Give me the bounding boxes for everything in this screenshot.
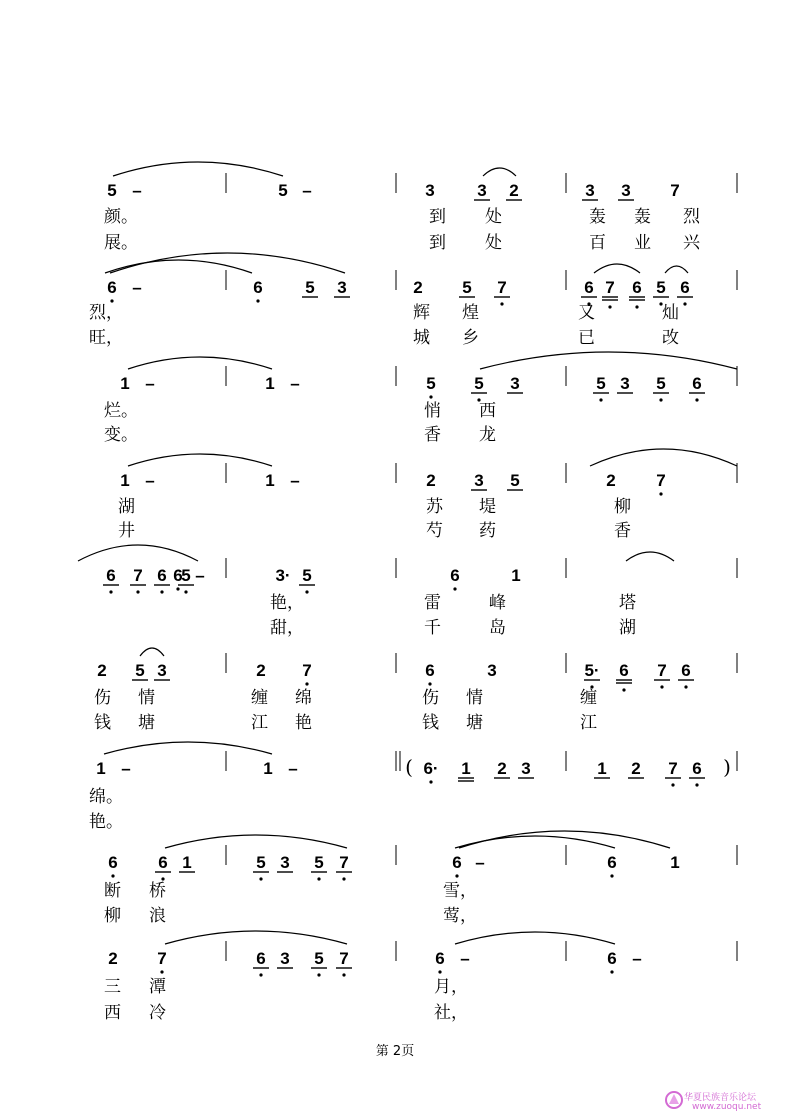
note: 6 bbox=[692, 374, 702, 393]
note: 6 bbox=[157, 566, 167, 585]
note: 7 bbox=[339, 853, 349, 872]
lyric-syllable: 月， bbox=[434, 977, 468, 997]
lyric-syllable: 改 bbox=[662, 328, 679, 348]
octave-dot bbox=[671, 783, 674, 786]
note: 6 bbox=[680, 278, 690, 297]
dash-mark: – bbox=[145, 471, 155, 490]
octave-dot bbox=[259, 973, 262, 976]
octave-dot bbox=[608, 305, 611, 308]
note: 5 bbox=[302, 566, 312, 585]
lyric-syllable: 情 bbox=[466, 688, 483, 708]
dash-mark: – bbox=[475, 853, 485, 872]
note: 5 bbox=[656, 278, 666, 297]
lyric-syllable: 莺， bbox=[443, 906, 477, 926]
note: 7 bbox=[670, 181, 680, 200]
lyric-syllable: 轰 bbox=[634, 207, 651, 227]
octave-dot bbox=[695, 398, 698, 401]
lyric-syllable: 烈， bbox=[89, 303, 123, 323]
note: 5 bbox=[462, 278, 472, 297]
octave-dot bbox=[111, 874, 114, 877]
lyric-syllable: 井 bbox=[118, 521, 135, 541]
lyric-syllable: 情 bbox=[138, 688, 155, 708]
note: 5 bbox=[314, 949, 324, 968]
lyric-syllable: 柳 bbox=[104, 906, 121, 926]
slur bbox=[165, 931, 347, 944]
note: 2 bbox=[413, 278, 423, 297]
octave-dot bbox=[184, 590, 187, 593]
slur bbox=[626, 552, 674, 561]
note: 7 bbox=[497, 278, 507, 297]
note: 1 bbox=[511, 566, 521, 585]
octave-dot bbox=[659, 398, 662, 401]
note: 3 bbox=[521, 759, 531, 778]
note: 3 bbox=[157, 661, 167, 680]
lyric-syllable: 城 bbox=[413, 328, 430, 348]
note: 3 bbox=[620, 374, 630, 393]
lyric-syllable: 芍 bbox=[426, 521, 443, 541]
slur bbox=[594, 264, 640, 273]
note: 5 bbox=[181, 566, 191, 585]
watermark-text: 华夏民族音乐论坛 bbox=[684, 1093, 757, 1103]
note: 3 bbox=[280, 949, 290, 968]
note: 2 bbox=[509, 181, 519, 200]
note: 3 bbox=[510, 374, 520, 393]
octave-dot bbox=[610, 874, 613, 877]
note: 6 bbox=[435, 949, 445, 968]
note: 7 bbox=[668, 759, 678, 778]
slur bbox=[665, 266, 688, 273]
note: 6 bbox=[108, 853, 118, 872]
lyric-syllable: 百 bbox=[589, 233, 606, 253]
octave-dot bbox=[305, 682, 308, 685]
lyric-syllable: 乡 bbox=[462, 328, 479, 348]
slur bbox=[128, 357, 272, 369]
note: 3 bbox=[474, 471, 484, 490]
lyric-syllable: 已 bbox=[578, 328, 595, 348]
note: 2 bbox=[108, 949, 118, 968]
lyric-syllable: 烂。 bbox=[104, 401, 138, 421]
lyric-syllable: 柳 bbox=[614, 497, 631, 517]
note: 3 bbox=[280, 853, 290, 872]
note: 5 bbox=[278, 181, 288, 200]
note: 7 bbox=[339, 949, 349, 968]
lyric-syllable: 湖 bbox=[118, 497, 135, 517]
lyric-syllable: 雪， bbox=[443, 881, 477, 901]
watermark bbox=[662, 1088, 782, 1114]
lyric-syllable: 冷 bbox=[149, 1003, 166, 1023]
bracket-mark: ) bbox=[723, 755, 731, 779]
dash-mark: – bbox=[290, 471, 300, 490]
dash-mark: – bbox=[290, 374, 300, 393]
lyric-syllable: 桥 bbox=[149, 881, 166, 901]
note: 2 bbox=[256, 661, 266, 680]
lyric-syllable: 兴 bbox=[683, 233, 700, 253]
lyric-syllable: 缠 bbox=[580, 688, 597, 708]
note: 2 bbox=[497, 759, 507, 778]
note: 6 bbox=[452, 853, 462, 872]
slur bbox=[78, 545, 198, 561]
slur bbox=[483, 168, 516, 176]
lyric-syllable: 煌 bbox=[462, 303, 479, 323]
note: 6 bbox=[173, 566, 183, 585]
lyric-syllable: 到 bbox=[429, 207, 446, 227]
lyric-syllable: 塘 bbox=[138, 713, 155, 733]
lyric-syllable: 岛 bbox=[489, 618, 506, 638]
octave-dot bbox=[429, 395, 432, 398]
note: 6 bbox=[607, 853, 617, 872]
note: 6· bbox=[423, 759, 439, 778]
note: 7 bbox=[302, 661, 312, 680]
watermark-url: www.zuoqu.net bbox=[692, 1102, 762, 1112]
lyric-syllable: 灿 bbox=[662, 303, 679, 323]
note: 6 bbox=[106, 566, 116, 585]
lyric-syllable: 三 bbox=[104, 977, 121, 997]
lyric-syllable: 塘 bbox=[466, 713, 483, 733]
lyric-syllable: 龙 bbox=[479, 425, 496, 445]
octave-dot bbox=[438, 970, 441, 973]
octave-dot bbox=[599, 398, 602, 401]
slur bbox=[480, 352, 737, 369]
octave-dot bbox=[635, 305, 638, 308]
dash-mark: – bbox=[132, 181, 142, 200]
octave-dot bbox=[695, 783, 698, 786]
note: 5 bbox=[135, 661, 145, 680]
octave-dot bbox=[317, 973, 320, 976]
note: 1 bbox=[265, 471, 275, 490]
lyric-syllable: 艳 bbox=[295, 713, 312, 733]
dash-mark: – bbox=[460, 949, 470, 968]
note: 5 bbox=[596, 374, 606, 393]
note: 5· bbox=[584, 661, 600, 680]
lyric-syllable: 断 bbox=[104, 881, 121, 901]
lyric-syllable: 香 bbox=[424, 425, 441, 445]
lyric-syllable: 伤 bbox=[94, 688, 111, 708]
note: 5 bbox=[256, 853, 266, 872]
note: 5 bbox=[107, 181, 117, 200]
octave-dot bbox=[176, 587, 179, 590]
lyric-syllable: 变。 bbox=[104, 425, 138, 445]
octave-dot bbox=[683, 302, 686, 305]
lyric-syllable: 江 bbox=[251, 713, 268, 733]
bracket-mark: ( bbox=[405, 755, 413, 779]
octave-dot bbox=[622, 688, 625, 691]
note: 5 bbox=[656, 374, 666, 393]
slur bbox=[128, 454, 272, 466]
lyric-syllable: 西 bbox=[479, 401, 496, 421]
octave-dot bbox=[659, 492, 662, 495]
lyric-syllable: 潭 bbox=[149, 977, 166, 997]
slur bbox=[105, 260, 252, 273]
note: 6 bbox=[619, 661, 629, 680]
lyric-syllable: 香 bbox=[614, 521, 631, 541]
note: 3 bbox=[337, 278, 347, 297]
note: 2 bbox=[97, 661, 107, 680]
note: 3 bbox=[621, 181, 631, 200]
note: 2 bbox=[606, 471, 616, 490]
lyric-syllable: 西 bbox=[104, 1003, 121, 1023]
note: 6 bbox=[256, 949, 266, 968]
note: 7 bbox=[605, 278, 615, 297]
note: 6 bbox=[158, 853, 168, 872]
lyric-syllable: 甜， bbox=[270, 618, 304, 638]
octave-dot bbox=[342, 877, 345, 880]
lyric-syllable: 湖 bbox=[619, 618, 636, 638]
lyric-syllable: 烈 bbox=[683, 207, 700, 227]
slur bbox=[455, 836, 615, 848]
octave-dot bbox=[160, 970, 163, 973]
note: 5 bbox=[510, 471, 520, 490]
octave-dot bbox=[259, 877, 262, 880]
slur bbox=[113, 162, 283, 176]
lyric-syllable: 旺， bbox=[89, 328, 123, 348]
octave-dot bbox=[136, 590, 139, 593]
lyric-syllable: 社， bbox=[434, 1003, 468, 1023]
note: 7 bbox=[656, 471, 666, 490]
note: 3· bbox=[275, 566, 291, 585]
octave-dot bbox=[684, 685, 687, 688]
lyric-syllable: 到 bbox=[429, 233, 446, 253]
lyric-syllable: 峰 bbox=[489, 593, 506, 613]
lyric-syllable: 缠 bbox=[251, 688, 268, 708]
dash-mark: – bbox=[145, 374, 155, 393]
octave-dot bbox=[500, 302, 503, 305]
note: 7 bbox=[133, 566, 143, 585]
slur bbox=[104, 742, 272, 754]
note: 1 bbox=[120, 374, 130, 393]
note: 1 bbox=[263, 759, 273, 778]
lyric-syllable: 堤 bbox=[479, 497, 496, 517]
lyric-syllable: 绵。 bbox=[89, 787, 123, 807]
slur bbox=[140, 648, 164, 656]
note: 1 bbox=[265, 374, 275, 393]
lyric-syllable: 业 bbox=[634, 233, 651, 253]
slur bbox=[455, 932, 615, 944]
note: 3 bbox=[477, 181, 487, 200]
page-number: 第 2页 bbox=[375, 1044, 415, 1059]
dash-mark: – bbox=[195, 566, 205, 585]
octave-dot bbox=[455, 874, 458, 877]
dash-mark: – bbox=[132, 278, 142, 297]
lyric-syllable: 艳。 bbox=[89, 812, 123, 832]
note: 1 bbox=[461, 759, 471, 778]
slur bbox=[590, 449, 737, 466]
note: 3 bbox=[425, 181, 435, 200]
lyric-syllable: 雷 bbox=[424, 593, 441, 613]
note: 7 bbox=[657, 661, 667, 680]
note: 6 bbox=[425, 661, 435, 680]
octave-dot bbox=[256, 299, 259, 302]
octave-dot bbox=[429, 780, 432, 783]
note: 5 bbox=[474, 374, 484, 393]
note: 1 bbox=[670, 853, 680, 872]
octave-dot bbox=[660, 685, 663, 688]
note: 5 bbox=[426, 374, 436, 393]
lyric-syllable: 处 bbox=[485, 207, 502, 227]
logo-icon bbox=[664, 1090, 684, 1110]
note: 5 bbox=[314, 853, 324, 872]
lyric-syllable: 千 bbox=[424, 618, 441, 638]
octave-dot bbox=[342, 973, 345, 976]
lyric-syllable: 辉 bbox=[413, 303, 430, 323]
lyric-syllable: 处 bbox=[485, 233, 502, 253]
lyric-syllable: 展。 bbox=[104, 233, 138, 253]
lyric-syllable: 绵 bbox=[295, 688, 312, 708]
note: 6 bbox=[253, 278, 263, 297]
note: 6 bbox=[692, 759, 702, 778]
dash-mark: – bbox=[121, 759, 131, 778]
lyric-syllable: 塔 bbox=[619, 593, 636, 613]
octave-dot bbox=[428, 682, 431, 685]
note: 5 bbox=[305, 278, 315, 297]
note: 3 bbox=[585, 181, 595, 200]
lyric-syllable: 艳， bbox=[270, 593, 304, 613]
lyric-syllable: 钱 bbox=[94, 713, 111, 733]
note: 6 bbox=[450, 566, 460, 585]
note: 6 bbox=[107, 278, 117, 297]
lyric-syllable: 轰 bbox=[589, 207, 606, 227]
lyric-syllable: 又 bbox=[578, 303, 595, 323]
lyric-syllable: 颜。 bbox=[104, 207, 138, 227]
lyric-syllable: 伤 bbox=[422, 688, 439, 708]
octave-dot bbox=[305, 590, 308, 593]
note: 2 bbox=[426, 471, 436, 490]
lyric-syllable: 悄 bbox=[424, 401, 441, 421]
slur bbox=[165, 835, 347, 848]
dash-mark: – bbox=[288, 759, 298, 778]
note: 6 bbox=[632, 278, 642, 297]
note: 1 bbox=[96, 759, 106, 778]
lyric-syllable: 药 bbox=[479, 521, 496, 541]
note: 1 bbox=[182, 853, 192, 872]
note: 1 bbox=[120, 471, 130, 490]
note: 7 bbox=[157, 949, 167, 968]
note: 6 bbox=[607, 949, 617, 968]
octave-dot bbox=[453, 587, 456, 590]
slur bbox=[110, 253, 345, 273]
note: 1 bbox=[597, 759, 607, 778]
lyric-syllable: 苏 bbox=[426, 497, 443, 517]
dash-mark: – bbox=[302, 181, 312, 200]
lyric-syllable: 钱 bbox=[422, 713, 439, 733]
lyric-syllable: 江 bbox=[580, 713, 597, 733]
octave-dot bbox=[160, 590, 163, 593]
note: 6 bbox=[681, 661, 691, 680]
octave-dot bbox=[317, 877, 320, 880]
note: 2 bbox=[631, 759, 641, 778]
dash-mark: – bbox=[632, 949, 642, 968]
lyric-syllable: 浪 bbox=[149, 906, 166, 926]
octave-dot bbox=[109, 590, 112, 593]
octave-dot bbox=[610, 970, 613, 973]
note: 3 bbox=[487, 661, 497, 680]
note: 6 bbox=[584, 278, 594, 297]
